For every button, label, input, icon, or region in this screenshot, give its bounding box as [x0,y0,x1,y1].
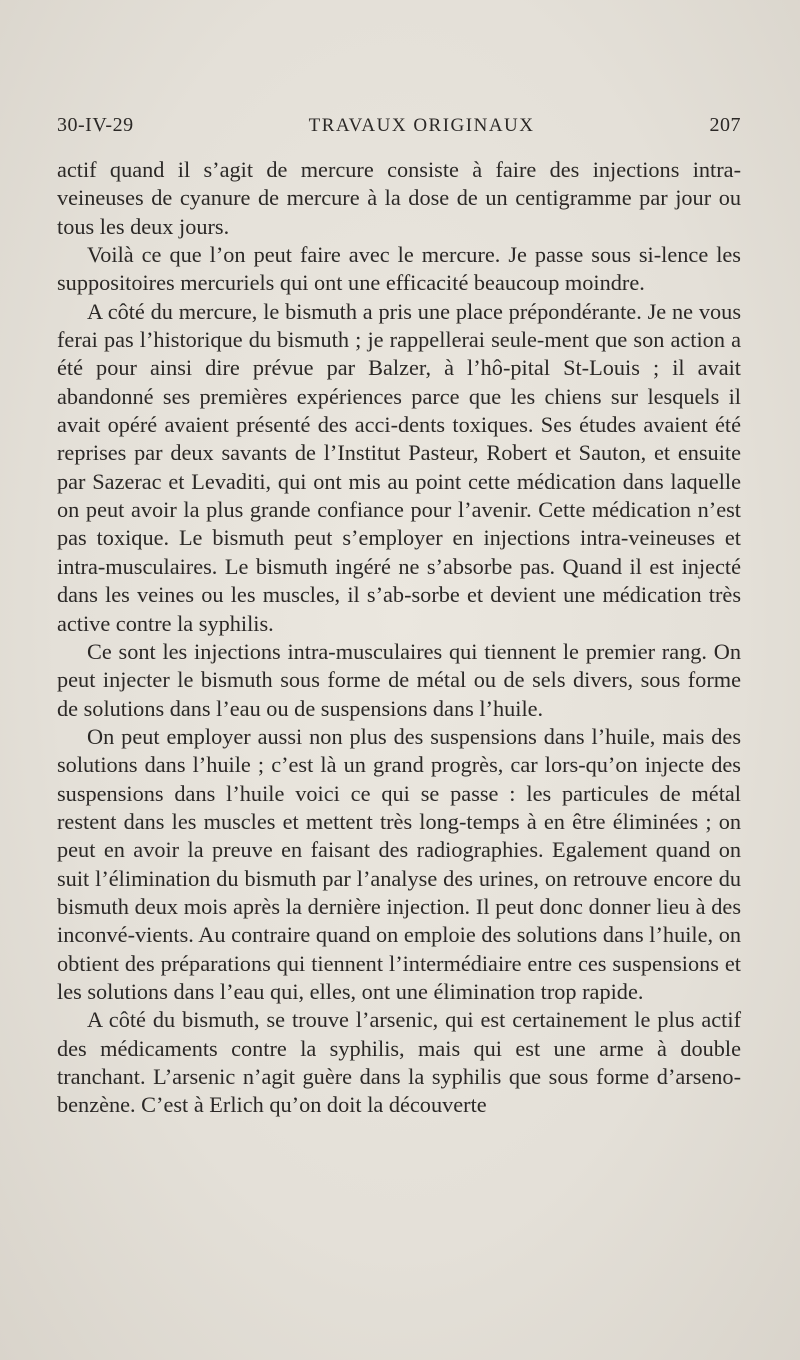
paragraph-arsenic: A côté du bismuth, se trouve l’arsenic, qui est certainement le plus actif des médicaments contre la syphilis, mais qui est une arme à double tranchant. L’arsenic n’agit guère dans la syphilis que sous forme d’arseno-benzène. C’est à Erlich qu’on doit la découverte [57,1007,741,1118]
section-title: TRAVAUX ORIGINAUX [308,115,535,136]
paragraph-continued: actif quand il s’agit de mercure consiste à faire des injections intra-veineuses de cyanure de mercure à la dose de un centigramme par jour ou tous les deux jours. [57,157,741,239]
paragraph-solutions: On peut employer aussi non plus des suspensions dans l’huile, mais des solutions dans l’huile ; c’est là un grand progrès, car lors-qu’on injecte des suspensions dans l’huile voici ce qui se passe : les particules de métal restent dans les muscles et mettent très long-temps à en être éliminées ; on peut en avoir la preuve en faisant des radiographies. Egalement quand on suit l’élimination du bismuth par l’analyse des urines, on retrouve encore du bismuth deux mois après la dernière injection. Il peut donc donner lieu à des inconvé-vients. Au contraire quand on emploie des solutions dans l’huile, on obtient des préparations qui tiennent l’intermédiaire entre ces suspensions et les solutions dans l’eau qui, elles, ont une élimination trop rapide. [57,723,741,1004]
paragraph-mercure: Voilà ce que l’on peut faire avec le mercure. Je passe sous si-lence les suppositoires mercuriels qui ont une efficacité beaucoup moindre. [57,242,741,296]
body-text [57,156,741,1120]
paragraph-intramuscular: Ce sont les injections intra-musculaires qui tiennent le premier rang. On peut injecter le bismuth sous forme de métal ou de sels divers, sous forme de solutions dans l’eau ou de suspensions dans l’huile. [57,638,741,721]
running-header [57,114,741,144]
issue-date: 30-IV-29 [57,114,134,136]
paragraph-bismuth-history: A côté du mercure, le bismuth a pris une place prépondérante. Je ne vous ferai pas l’historique du bismuth ; je rappellerai seule-ment que son action a été pour ainsi dire prévue par Balzer, à l’hô-pital St-Louis ; il avait abandonné ses premières expériences parce que les chiens sur lesquels il avait opéré avaient présenté des acci-dents toxiques. Ses études avaient été reprises par deux savants de l’Institut Pasteur, Robert et Sauton, et ensuite par Sazerac et Levaditi, qui ont mis au point cette médication dans laquelle on peut avoir la plus grande confiance pour l’avenir. Cette médication n’est pas toxique. Le bismuth peut s’employer en injections intra-veineuses et intra-musculaires. Le bismuth ingéré ne s’absorbe pas. Quand il est injecté dans les veines ou les muscles, il s’ab-sorbe et devient une médication très active contre la syphilis. [57,298,741,636]
page-number: 207 [709,114,741,136]
